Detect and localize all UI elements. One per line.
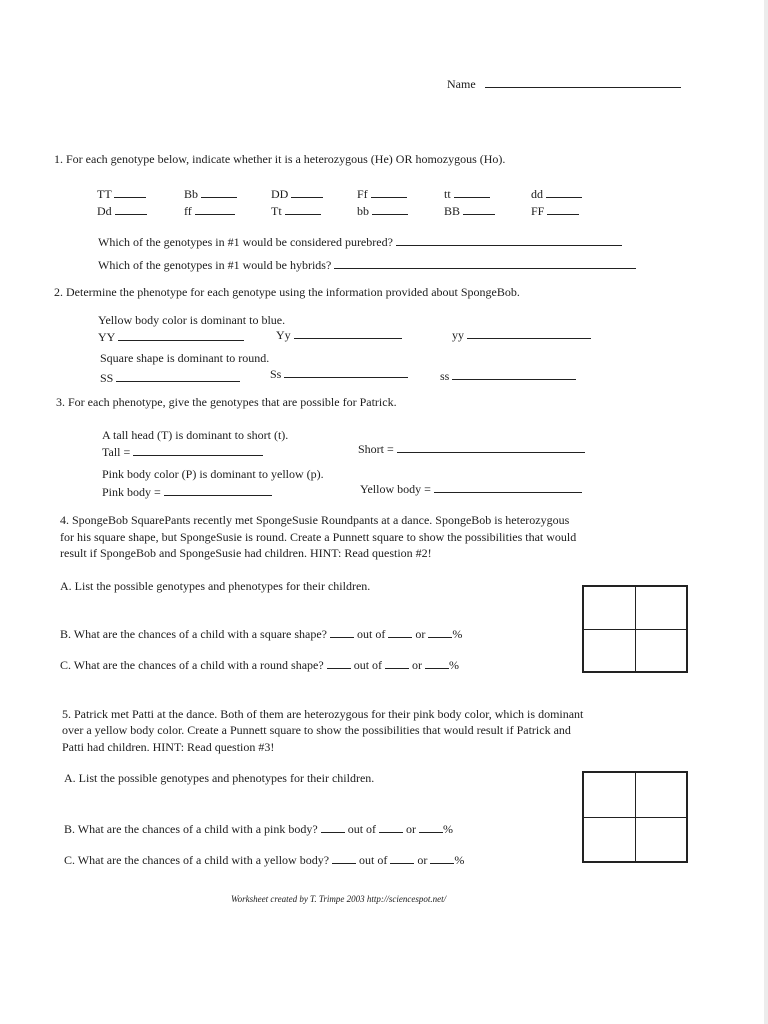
q1-hybrids: Which of the genotypes in #1 would be hybrids? — [98, 258, 636, 273]
q2-genotype: SS — [100, 371, 240, 386]
purebred-blank[interactable] — [396, 236, 622, 246]
q2-prompt: 2. Determine the phenotype for each genotype using the information provided about SpongeBob. — [54, 285, 520, 299]
q2-genotype: YY — [98, 330, 244, 345]
q1-genotype: Ff — [357, 187, 407, 202]
q3-pink-rule: Pink body color (P) is dominant to yellow (p). — [102, 467, 324, 481]
q3-yellow: Yellow body = — [360, 482, 582, 497]
q5-line: 5. Patrick met Patti at the dance. Both of them are heterozygous for their pink body color, which is dominant — [62, 707, 584, 721]
footer-credit: Worksheet created by T. Trimpe 2003 http://sciencespot.net/ — [231, 894, 447, 904]
scan-edge — [764, 0, 768, 1024]
q3-short: Short = — [358, 442, 585, 457]
q1-genotype: DD — [271, 187, 323, 202]
q3-pink: Pink body = — [102, 485, 272, 500]
q1-genotype: bb — [357, 204, 408, 219]
q4-line: 4. SpongeBob SquarePants recently met SpongeSusie Roundpants at a dance. SpongeBob is heterozygous — [60, 513, 570, 527]
q5-punnett-square[interactable] — [582, 771, 688, 863]
q3-head-rule: A tall head (T) is dominant to short (t). — [102, 428, 289, 442]
q4-line: result if SpongeBob and SpongeSusie had children. HINT: Read question #2! — [60, 546, 432, 560]
q1-genotype: Bb — [184, 187, 237, 202]
q5-part-c: C. What are the chances of a child with a yellow body? out of or % — [64, 853, 465, 867]
name-blank[interactable] — [485, 78, 681, 88]
q2-genotype: yy — [452, 328, 591, 343]
q5-part-a: A. List the possible genotypes and phenotypes for their children. — [64, 771, 375, 785]
q1-genotype: tt — [444, 187, 490, 202]
q5-line: Patti had children. HINT: Read question #3! — [62, 740, 275, 754]
q1-genotype: ff — [184, 204, 235, 219]
hybrids-blank[interactable] — [334, 259, 636, 269]
q1-genotype: BB — [444, 204, 495, 219]
q2-shape-rule: Square shape is dominant to round. — [100, 351, 270, 365]
q5-part-b: B. What are the chances of a child with a pink body? out of or % — [64, 822, 454, 836]
q4-part-b: B. What are the chances of a child with a square shape? out of or % — [60, 627, 463, 641]
q1-prompt: 1. For each genotype below, indicate whether it is a heterozygous (He) OR homozygous (Ho). — [54, 152, 506, 166]
q3-tall: Tall = — [102, 445, 263, 460]
q1-genotype: FF — [531, 204, 579, 219]
name-field — [447, 77, 681, 92]
q1-genotype: Dd — [97, 204, 147, 219]
q2-genotype: Yy — [276, 328, 402, 343]
q4-part-c: C. What are the chances of a child with a round shape? out of or % — [60, 658, 460, 672]
q1-genotype: Tt — [271, 204, 321, 219]
q1-genotype: dd — [531, 187, 582, 202]
q5-line: over a yellow body color. Create a Punnett square to show the possibilities that would result if Patrick and — [62, 723, 571, 737]
q2-color-rule: Yellow body color is dominant to blue. — [98, 313, 286, 327]
q4-punnett-square[interactable] — [582, 585, 688, 673]
q4-part-a: A. List the possible genotypes and phenotypes for their children. — [60, 579, 371, 593]
q2-genotype: Ss — [270, 367, 408, 382]
q1-purebred: Which of the genotypes in #1 would be considered purebred? — [98, 235, 622, 250]
q1-genotype: TT — [97, 187, 146, 202]
q3-prompt: 3. For each phenotype, give the genotypes that are possible for Patrick. — [56, 395, 397, 409]
q2-genotype: ss — [440, 369, 576, 384]
q4-line: for his square shape, but SpongeSusie is round. Create a Punnett square to show the possibilities that would — [60, 530, 577, 544]
name-label: Name — [447, 77, 476, 91]
